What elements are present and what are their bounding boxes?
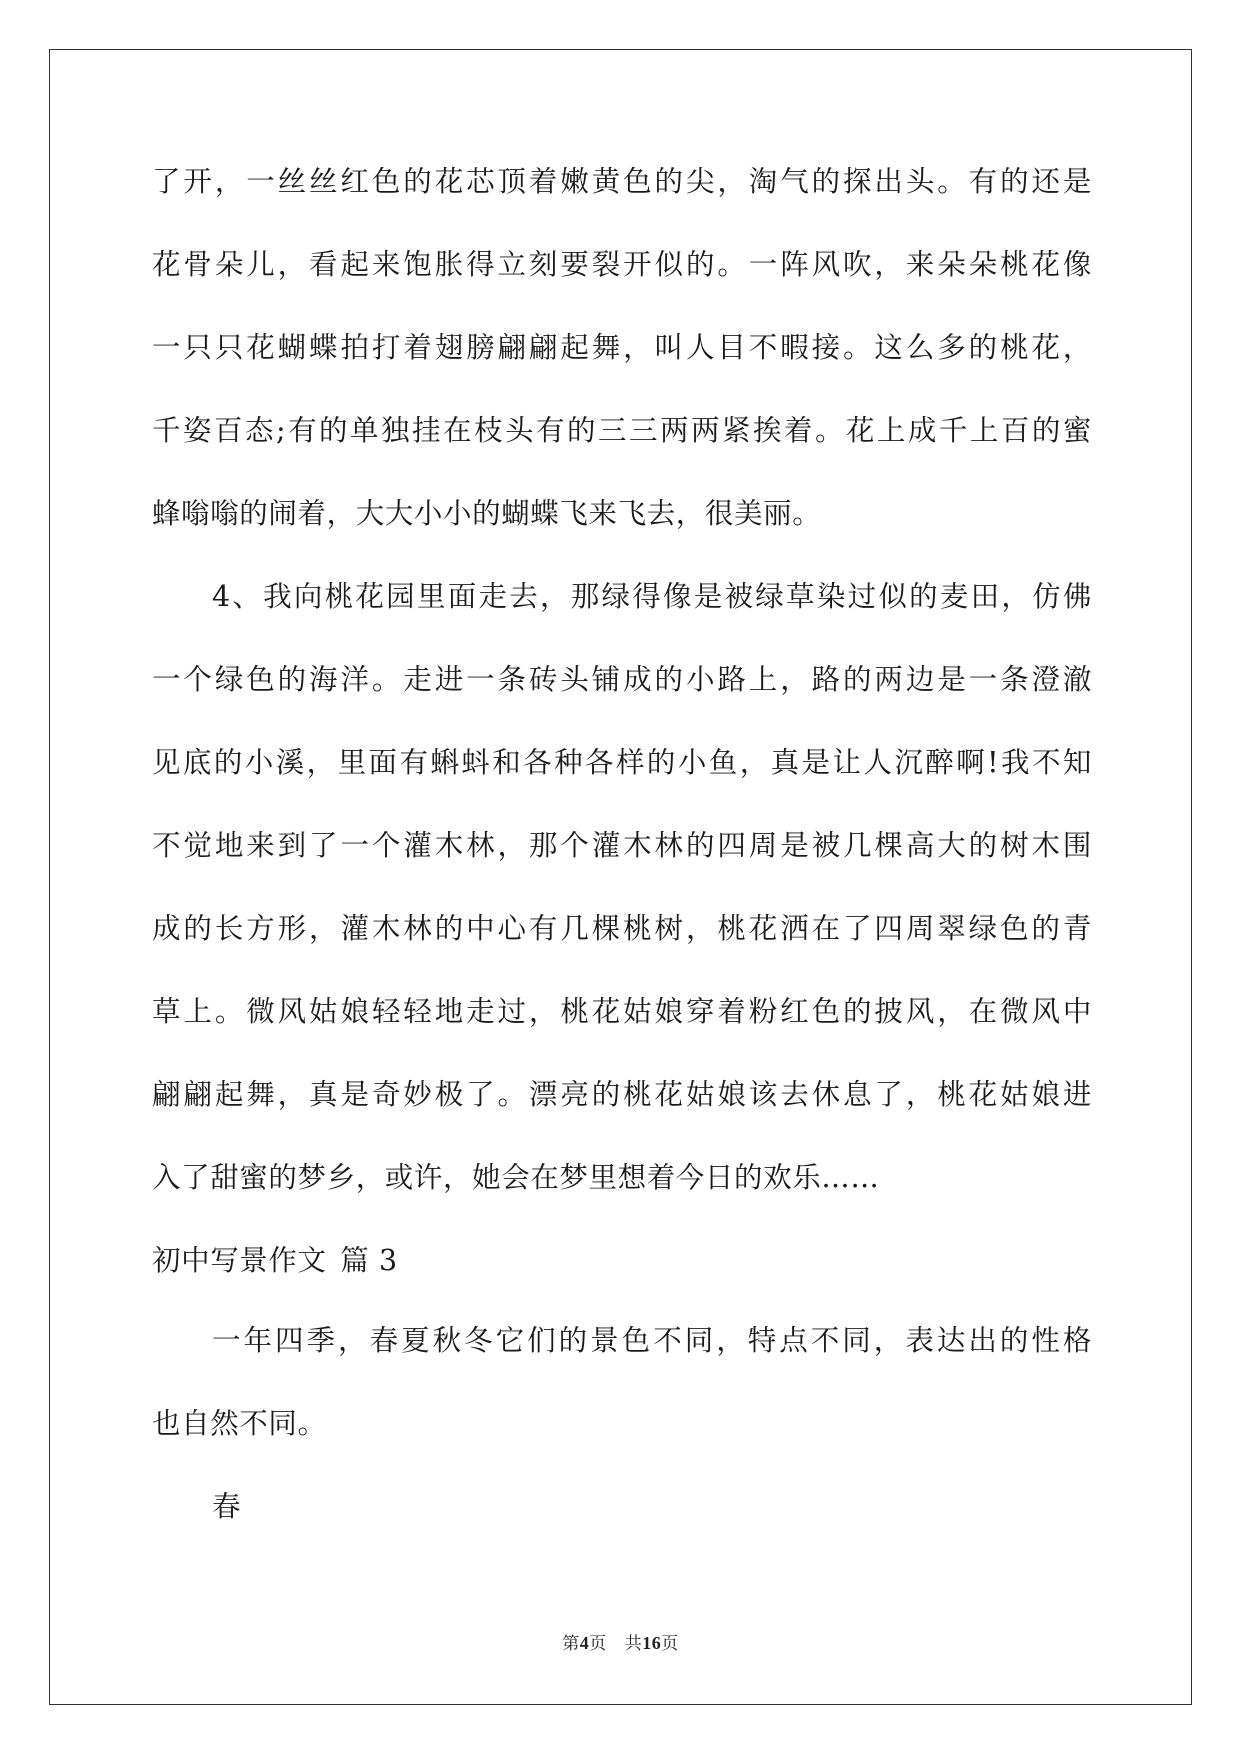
paragraph-continuation: [152, 162, 1092, 577]
text-line: 见底的小溪，里面有蝌蚪和各种各样的小鱼，真是让人沉醉啊!我不知: [152, 746, 1092, 779]
page-suffix: 页: [589, 1634, 607, 1653]
text-line: 一个绿色的海洋。走进一条砖头铺成的小路上，路的两边是一条澄澈: [152, 663, 1092, 696]
text-line: 入了甜蜜的梦乡，或许，她会在梦里想着今日的欢乐……: [152, 1161, 880, 1194]
page-footer: [0, 1629, 1241, 1654]
text-line: 一只只花蝴蝶拍打着翅膀翩翩起舞，叫人目不暇接。这么多的桃花，: [152, 331, 1092, 364]
section-heading: [152, 1241, 1092, 1321]
text-line: 蜂嗡嗡的闹着，大大小小的蝴蝶飞来飞去，很美丽。: [152, 497, 822, 530]
section-part-label: 篇 3: [340, 1244, 398, 1277]
text-line: 不觉地来到了一个灌木林，那个灌木林的四周是被几棵高大的树木围: [152, 829, 1092, 862]
text-line: 千姿百态;有的单独挂在枝头有的三三两两紧挨着。花上成千上百的蜜: [152, 414, 1092, 447]
text-line: 也自然不同。: [152, 1407, 327, 1440]
text-line: 4、我向桃花园里面走去，那绿得像是被绿草染过似的麦田，仿佛: [212, 580, 1092, 613]
paragraph-spring: [152, 1487, 1092, 1570]
text-line: 翩翩起舞，真是奇妙极了。漂亮的桃花姑娘该去休息了，桃花姑娘进: [152, 1078, 1092, 1111]
total-prefix: 共: [624, 1634, 643, 1653]
total-pages: 16: [642, 1633, 662, 1653]
text-line: 春: [212, 1490, 242, 1523]
page-prefix: 第: [562, 1634, 580, 1653]
text-line: 花骨朵儿，看起来饱胀得立刻要裂开似的。一阵风吹，来朵朵桃花像: [152, 248, 1092, 281]
text-line: 草上。微风姑娘轻轻地走过，桃花姑娘穿着粉红色的披风，在微风中: [152, 995, 1092, 1028]
paragraph-intro: [152, 1321, 1092, 1487]
document-body: [152, 162, 1092, 1570]
paragraph-4: [152, 577, 1092, 1241]
text-line: 成的长方形，灌木林的中心有几棵桃树，桃花洒在了四周翠绿色的青: [152, 912, 1092, 945]
text-line: 了开，一丝丝红色的花芯顶着嫩黄色的尖，淘气的探出头。有的还是: [152, 165, 1092, 198]
text-line: 一年四季，春夏秋冬它们的景色不同，特点不同，表达出的性格: [212, 1324, 1092, 1357]
section-title: 初中写景作文: [152, 1244, 327, 1277]
total-suffix: 页: [661, 1634, 679, 1653]
page-number: 4: [579, 1633, 590, 1653]
